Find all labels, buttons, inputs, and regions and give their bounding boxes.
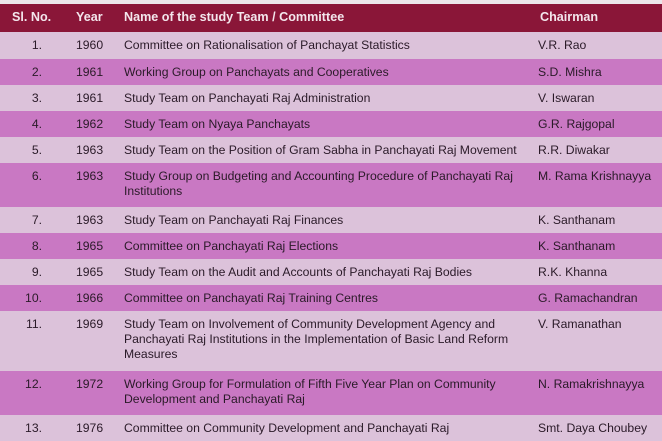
- cell-chairman: N. Ramakrishnayya: [536, 371, 662, 415]
- cell-sl-no: 3.: [0, 85, 70, 111]
- cell-chairman: G.R. Rajgopal: [536, 111, 662, 137]
- cell-year: 1961: [70, 59, 120, 85]
- table-row: [0, 259, 662, 285]
- cell-year: 1972: [70, 371, 120, 415]
- cell-chairman: Smt. Daya Choubey: [536, 415, 662, 441]
- cell-sl-no: 9.: [0, 259, 70, 285]
- cell-year: 1963: [70, 137, 120, 163]
- table-row: [0, 207, 662, 233]
- cell-year: 1961: [70, 85, 120, 111]
- cell-name: Study Team on Panchayati Raj Administration: [120, 85, 536, 111]
- cell-chairman: G. Ramachandran: [536, 285, 662, 311]
- cell-chairman: V.R. Rao: [536, 32, 662, 59]
- table-row: [0, 163, 662, 207]
- cell-year: 1960: [70, 32, 120, 59]
- cell-name: Working Group on Panchayats and Cooperatives: [120, 59, 536, 85]
- cell-name: Committee on Community Development and Panchayati Raj: [120, 415, 536, 441]
- cell-name: Committee on Panchayati Raj Elections: [120, 233, 536, 259]
- header-chairman: Chairman: [536, 4, 662, 32]
- cell-year: 1969: [70, 311, 120, 371]
- table-row: [0, 85, 662, 111]
- cell-year: 1965: [70, 233, 120, 259]
- cell-name: Study Group on Budgeting and Accounting Procedure of Panchayati Raj Institutions: [120, 163, 536, 207]
- cell-sl-no: 13.: [0, 415, 70, 441]
- cell-sl-no: 1.: [0, 32, 70, 59]
- table-row: [0, 371, 662, 415]
- cell-chairman: K. Santhanam: [536, 233, 662, 259]
- cell-year: 1965: [70, 259, 120, 285]
- table-row: [0, 285, 662, 311]
- cell-chairman: R.K. Khanna: [536, 259, 662, 285]
- cell-year: 1966: [70, 285, 120, 311]
- cell-name: Study Team on the Position of Gram Sabha in Panchayati Raj Movement: [120, 137, 536, 163]
- cell-sl-no: 12.: [0, 371, 70, 415]
- cell-chairman: V. Iswaran: [536, 85, 662, 111]
- cell-name: Committee on Panchayati Raj Training Centres: [120, 285, 536, 311]
- table-row: [0, 233, 662, 259]
- table-row: [0, 137, 662, 163]
- header-name: Name of the study Team / Committee: [120, 4, 536, 32]
- cell-name: Study Team on Involvement of Community Development Agency and Panchayati Raj Institutions in the Implementation of Basic Land Reform Measures: [120, 311, 536, 371]
- table-row: [0, 111, 662, 137]
- cell-sl-no: 10.: [0, 285, 70, 311]
- cell-chairman: K. Santhanam: [536, 207, 662, 233]
- cell-chairman: V. Ramanathan: [536, 311, 662, 371]
- committees-table: [0, 4, 662, 441]
- table-row: [0, 32, 662, 59]
- cell-chairman: S.D. Mishra: [536, 59, 662, 85]
- cell-year: 1962: [70, 111, 120, 137]
- cell-chairman: M. Rama Krishnayya: [536, 163, 662, 207]
- cell-sl-no: 11.: [0, 311, 70, 371]
- table-row: [0, 415, 662, 441]
- cell-name: Working Group for Formulation of Fifth Five Year Plan on Community Development and Panchayati Raj: [120, 371, 536, 415]
- table-header-row: [0, 4, 662, 32]
- cell-sl-no: 7.: [0, 207, 70, 233]
- table-row: [0, 59, 662, 85]
- cell-sl-no: 2.: [0, 59, 70, 85]
- table-row: [0, 311, 662, 371]
- cell-name: Study Team on Nyaya Panchayats: [120, 111, 536, 137]
- cell-sl-no: 5.: [0, 137, 70, 163]
- cell-year: 1976: [70, 415, 120, 441]
- cell-chairman: R.R. Diwakar: [536, 137, 662, 163]
- cell-year: 1963: [70, 163, 120, 207]
- header-year: Year: [70, 4, 120, 32]
- cell-sl-no: 8.: [0, 233, 70, 259]
- cell-sl-no: 4.: [0, 111, 70, 137]
- cell-name: Study Team on Panchayati Raj Finances: [120, 207, 536, 233]
- cell-name: Study Team on the Audit and Accounts of Panchayati Raj Bodies: [120, 259, 536, 285]
- cell-sl-no: 6.: [0, 163, 70, 207]
- cell-name: Committee on Rationalisation of Panchayat Statistics: [120, 32, 536, 59]
- cell-year: 1963: [70, 207, 120, 233]
- header-sl-no: Sl. No.: [0, 4, 70, 32]
